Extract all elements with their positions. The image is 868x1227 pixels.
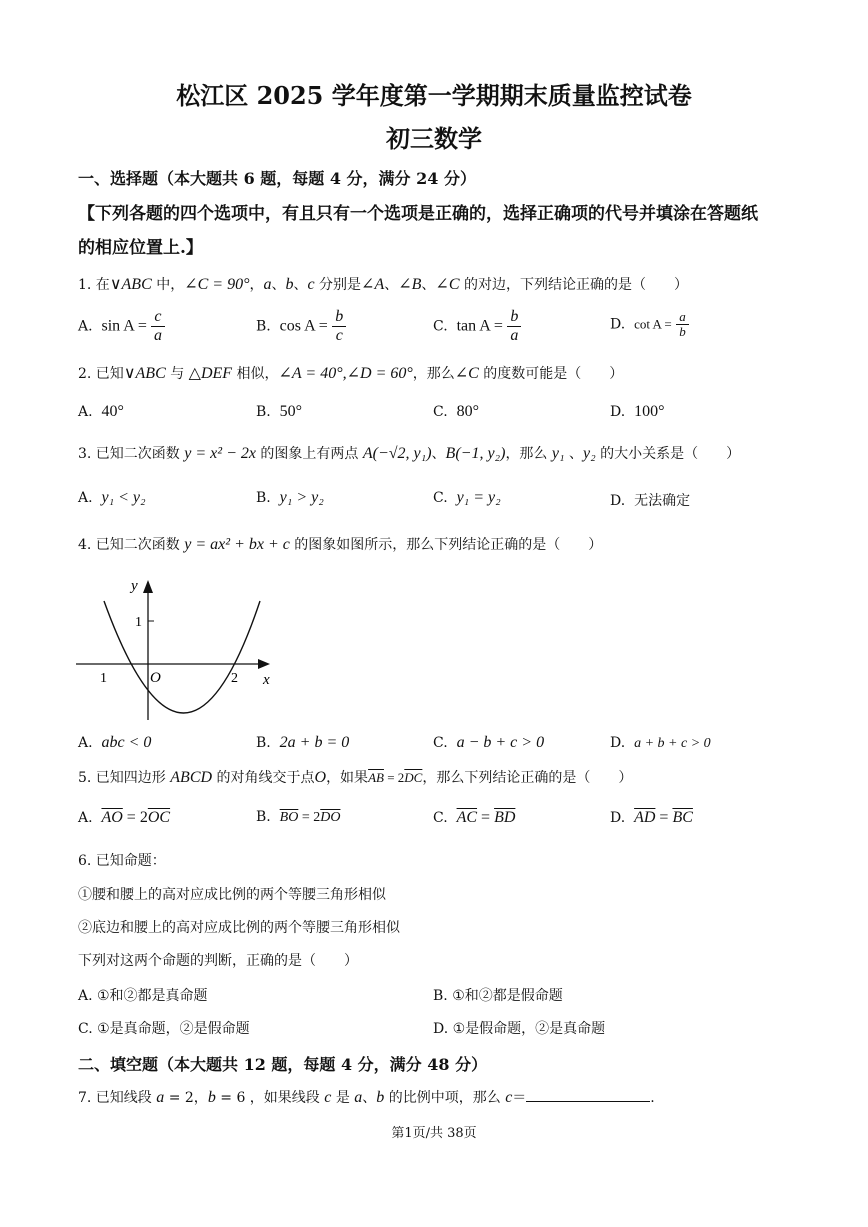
exam-title: 松江区 2025 学年度第一学期期末质量监控试卷	[176, 81, 692, 110]
question-2-option-b[interactable]: B. 50°	[256, 403, 303, 420]
question-5-option-a[interactable]: A. $\overline{AO} = 2\overline{OC}$	[78, 809, 171, 826]
y-tick-label: 1	[135, 615, 142, 630]
parabola-curve	[104, 601, 260, 713]
question-4-option-a[interactable]: A. abc < 0	[78, 734, 152, 751]
exam-subtitle: 初三数学	[386, 124, 482, 153]
question-4-option-b[interactable]: B. 2a + b = 0	[256, 734, 350, 751]
section-heading-fill-in: 二、填空题（本大题共 12 题，每题 4 分，满分 48 分）	[78, 1055, 488, 1074]
question-3-stem: 3. 已知二次函数 y = x² − 2x 的图象上有两点 A(−√2, y₁)、B(−1, y₂)，那么 y₁ 、y₂ 的大小关系是（ ）	[78, 445, 741, 462]
question-7-stem: 7. 已知线段 a = 2，b = 6 ，如果线段 c 是 a、b 的比例中项，那么 c＝ .	[78, 1089, 655, 1106]
question-4-option-d[interactable]: D. a + b + c > 0	[610, 735, 711, 751]
instruction-line-1: 【下列各题的四个选项中，有且只有一个选项是正确的，选择正确项的代号并填涂在答题纸	[78, 204, 758, 224]
question-5-option-c[interactable]: C. $\overline{AC} = \overline{BD}$	[433, 809, 516, 826]
question-2-option-a[interactable]: A. 40°	[78, 403, 124, 420]
y-axis-arrow-icon	[143, 580, 153, 593]
question-3-option-a[interactable]: A. y₁ < y₂	[78, 489, 146, 506]
question-3-option-d[interactable]: D. 无法确定	[610, 493, 691, 509]
question-2-stem: 2. 已知∨ABC 与 △DEF 相似，∠A = 40°,∠D = 60°，那么∠C 的度数可能是（ ）	[78, 365, 624, 382]
question-1-option-d[interactable]: D. cot A = $\frac{a}{b}$	[610, 310, 689, 339]
question-5-option-b[interactable]: B. $\overline{BO} = 2\overline{DO}$	[256, 809, 341, 825]
question-1-option-b[interactable]: B. cos A = $\frac{b}{c}$	[256, 308, 346, 345]
question-1-option-a[interactable]: A. sin A = $\frac{c}{a}$	[78, 308, 165, 345]
page-number: 第1页/共 38页	[391, 1126, 477, 1141]
question-5-stem: 5. 已知四边形 ABCD 的对角线交于点O，如果$\overline{AB} = 2\overline{DC}$，那么下列结论正确的是（ ）	[78, 769, 633, 786]
parabola-graph	[70, 572, 285, 727]
question-6-stem: 6. 已知命题：	[78, 853, 166, 869]
question-2-option-c[interactable]: C. 80°	[433, 403, 479, 420]
question-5-option-d[interactable]: D. $\overline{AD} = \overline{BC}$	[610, 809, 693, 826]
answer-blank[interactable]	[526, 1087, 650, 1102]
question-3-option-c[interactable]: C. y₁ = y₂	[433, 489, 501, 506]
question-6-ask: 下列对这两个命题的判断，正确的是（ ）	[78, 953, 358, 969]
question-2-option-d[interactable]: D. 100°	[610, 403, 665, 420]
question-4-stem: 4. 已知二次函数 y = ax² + bx + c 的图象如图所示，那么下列结论正确的是（ ）	[78, 536, 603, 553]
question-6-option-c[interactable]: C. ①是真命题，②是假命题	[78, 1021, 250, 1037]
y-axis-label: y	[131, 578, 138, 594]
question-6-proposition-1: ①腰和腰上的高对应成比例的两个等腰三角形相似	[78, 887, 386, 903]
question-6-proposition-2: ②底边和腰上的高对应成比例的两个等腰三角形相似	[78, 920, 400, 936]
x-tick-label-right: 2	[231, 671, 238, 686]
question-6-option-b[interactable]: B. ①和②都是假命题	[433, 988, 563, 1004]
x-axis-arrow-icon	[258, 659, 270, 669]
question-6-option-d[interactable]: D. ①是假命题，②是真命题	[433, 1021, 606, 1037]
instruction-line-2: 的相应位置上.】	[78, 238, 203, 258]
origin-label: O	[150, 670, 161, 686]
question-1-option-c[interactable]: C. tan A = $\frac{b}{a}$	[433, 308, 521, 345]
x-axis-label: x	[263, 672, 270, 688]
question-3-option-b[interactable]: B. y₁ > y₂	[256, 489, 324, 506]
section-heading-choice: 一、选择题（本大题共 6 题，每题 4 分，满分 24 分）	[78, 169, 476, 188]
question-4-option-c[interactable]: C. a − b + c > 0	[433, 734, 545, 751]
x-tick-label-left: 1	[100, 671, 107, 686]
question-6-option-a[interactable]: A. ①和②都是真命题	[78, 988, 208, 1004]
question-1-stem: 1. 在∨ABC 中，∠C = 90°，a、b、c 分别是∠A、∠B、∠C 的对边，下列结论正确的是（ ）	[78, 276, 688, 293]
